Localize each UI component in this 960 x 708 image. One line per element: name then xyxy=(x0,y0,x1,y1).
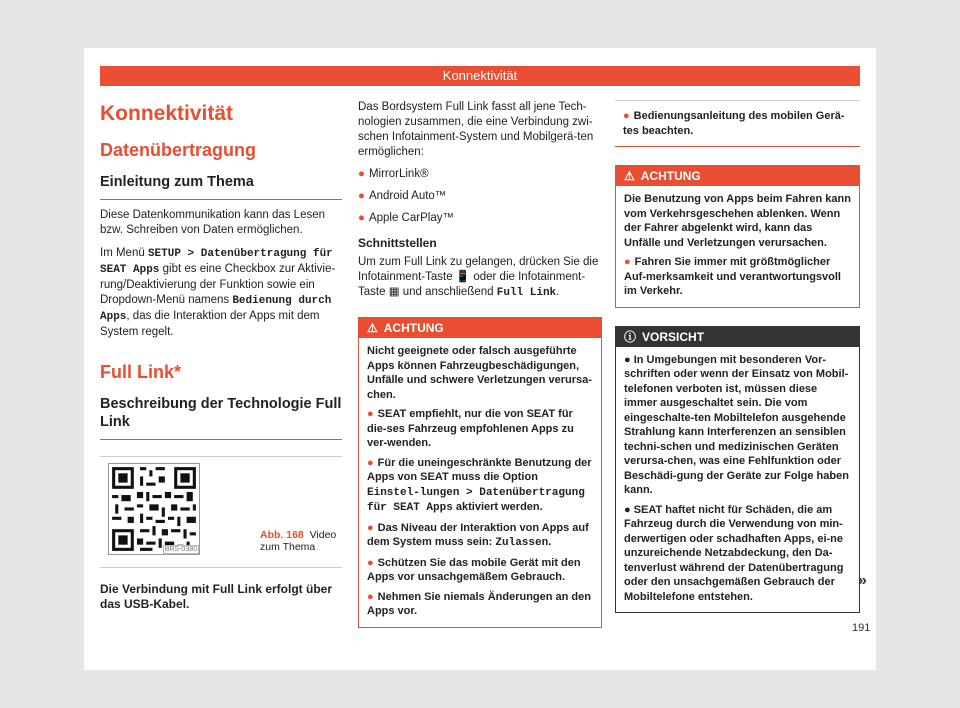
paragraph-full-link: Das Bordsystem Full Link fasst all jene Tech-nologien zusammen, die eine Verbindung zwi-schen Infotainment-System und Mobilgerä-ten ermöglichen: xyxy=(358,101,594,158)
figure-caption: Abb. 168 Video zum Thema xyxy=(260,529,337,553)
figure-box xyxy=(100,456,342,568)
column-3 xyxy=(615,100,860,613)
warning-box-2 xyxy=(615,165,860,308)
warning-body: Die Benutzung von Apps beim Fahren kann vom Verkehrsgeschehen ablenken. Wenn der Fahrer abgelenkt wird, kann das Unfälle und Verletzungen verursachen. ● Fahren Sie immer mit größtmöglicher Auf-merksamkeit und verantwortungsvoll im Verkehr. xyxy=(624,193,851,297)
note-block: ● Bedienungsanleitung des mobilen Gerä-tes beachten. xyxy=(615,100,860,147)
warning-box-1 xyxy=(358,317,602,628)
warning-body: Nicht geeignete oder falsch ausgeführte Apps können Fahrzeugbeschädigungen, Unfälle und schwere Verletzungen verursa-chen. ● SEAT empfiehlt, nur die von SEAT für die-ses Fahrzeug empfohlenen Apps zu ver-wenden. ● Für die uneingeschränkte Benutzung der Apps von SEAT muss die Option Einstel-lungen > Datenübertragung für SEAT Apps aktiviert werden. ● Das Niveau der Interaktion von Apps auf dem System muss sein: Zulassen. ● Schützen Sie das mobile Gerät mit den Apps vor unsachgemäßem Gebrauch. ● Nehmen Sie niemals Änderungen an den Apps vor. xyxy=(367,345,592,617)
heading-einleitung: Einleitung zum Thema xyxy=(100,173,342,200)
heading-datenuebertragung: Datenübertragung xyxy=(100,140,257,160)
figure-id: BRS-0380 xyxy=(164,546,197,553)
warning-icon: ⚠ xyxy=(367,321,378,335)
paragraph-menu: Im Menü SETUP > Datenübertragung für SEAT Apps gibt es eine Checkbox zur Aktivie-rung/Deaktivierung der Funktion sowie ein Dropdown-Menü namens Bedienung durch Apps, das die Interaktion der Apps mit dem System regelt. xyxy=(100,247,336,338)
page-header: Konnektivität xyxy=(100,66,860,86)
page-number: 191 xyxy=(852,622,871,634)
heading-konnektivitaet: Konnektivität xyxy=(100,102,234,125)
phone-icon: 📱 xyxy=(455,271,471,283)
heading-full-link: Full Link* xyxy=(100,362,181,382)
paragraph-intro: Diese Datenkommunikation kann das Lesen bzw. Schreiben von Daten ermöglichen. xyxy=(100,209,326,236)
warning-header: ⚠ ACHTUNG xyxy=(359,318,601,338)
caution-box xyxy=(615,326,860,614)
list-item: ● Android Auto™ xyxy=(358,190,447,202)
list-item: ● Apple CarPlay™ xyxy=(358,212,454,224)
grid-icon: ▦ xyxy=(388,286,400,298)
qr-code-graphic xyxy=(109,464,199,554)
list-item: ● MirrorLink® xyxy=(358,168,429,180)
paragraph-access: Um zum Full Link zu gelangen, drücken Sie die Infotainment-Taste 📱 oder die Infotainment-Taste ▦ und anschließend Full Link. xyxy=(358,256,599,299)
column-1 xyxy=(100,100,342,612)
usb-connection-note: Die Verbindung mit Full Link erfolgt über das USB-Kabel. xyxy=(100,582,333,611)
qr-code-image[interactable] xyxy=(108,463,200,555)
continue-arrow: » xyxy=(858,572,867,589)
heading-schnittstellen: Schnittstellen xyxy=(358,236,437,250)
info-circle-icon: ⓘ xyxy=(624,329,637,344)
warning-icon: ⚠ xyxy=(624,169,635,183)
warning-header: ⚠ ACHTUNG xyxy=(616,166,859,186)
caution-body: ● In Umgebungen mit besonderen Vor-schriften oder wenn der Einsatz von Mobil-telefonen verboten ist, müssen diese immer ausgeschaltet sein. Die vom eingeschalte-ten Mobiltelefon ausgehende Strahlung kann Interferenzen an sensiblen techni-schen und medizinischen Geräten verursa-chen, was eine Fehlfunktion oder Beschädi-gung der Geräte zur Folge haben kann. ● SEAT haftet nicht für Schäden, die am Fahrzeug durch die Verwendung von min-derwertigen oder schadhaften Apps, ei-ne unzureichende Netzabdeckung, den Da-tenverlust während der Datenübertragung oder den unsachgemäßen Gebrauch der Mobiltelefone entstehen. xyxy=(624,353,849,603)
caution-header: ⓘ VORSICHT xyxy=(616,327,859,347)
heading-beschreibung: Beschreibung der Technologie Full Link xyxy=(100,395,342,440)
column-2 xyxy=(358,100,602,628)
